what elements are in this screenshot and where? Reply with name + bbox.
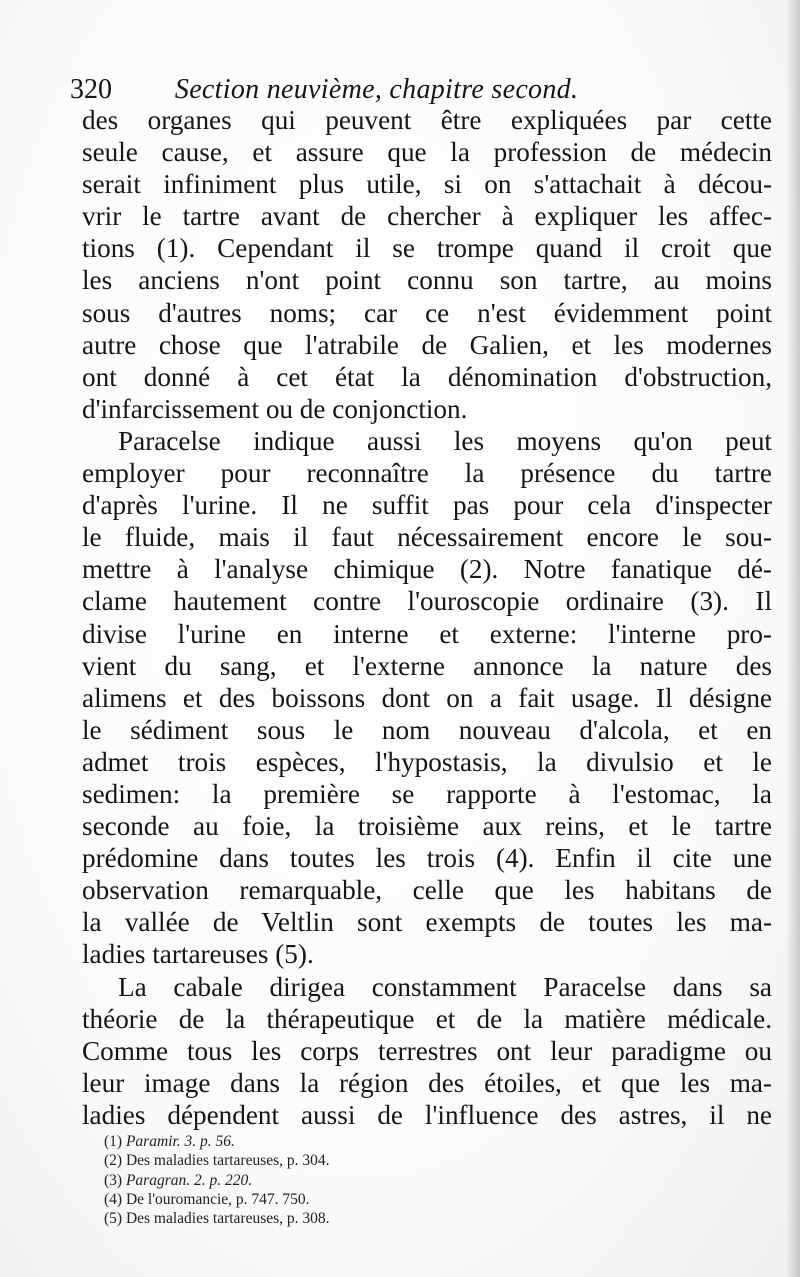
text-line: sedimen: la première se rapporte à l'estomac, la xyxy=(82,778,772,809)
text-line: ladies dépendent aussi de l'influence des astres, il ne xyxy=(82,1099,772,1130)
footnote-text: Des maladies tartareuses, p. 304. xyxy=(125,1152,330,1170)
text-line: d'après l'urine. Il ne suffit pas pour cela d'inspecter xyxy=(82,490,772,521)
footnote xyxy=(104,1171,554,1190)
page-header xyxy=(70,72,760,106)
footnote-text: Paragran. 2. p. 220. xyxy=(125,1171,253,1189)
body-text xyxy=(82,104,772,1131)
text-line: employer pour reconnaître la présence du tartre xyxy=(82,458,772,489)
text-line: le sédiment sous le nom nouveau d'alcola, et en xyxy=(82,714,772,745)
running-title: Section neuvième, chapitre second. xyxy=(174,74,579,105)
text-line: tions (1). Cependant il se trompe quand il croit que xyxy=(82,233,772,264)
footnote xyxy=(104,1151,554,1170)
footnote-marker: (2) xyxy=(104,1152,123,1170)
text-line: serait infiniment plus utile, si on s'attachait à décou- xyxy=(82,169,772,200)
paragraph-first-line: Paracelse indique aussi les moyens qu'on peut xyxy=(118,425,772,456)
text-line: vient du sang, et l'externe annonce la nature des xyxy=(82,650,772,681)
text-line: mettre à l'analyse chimique (2). Notre fanatique dé- xyxy=(82,554,772,585)
footnote xyxy=(104,1209,554,1228)
footnote xyxy=(104,1132,554,1151)
text-line: vrir le tartre avant de chercher à expliquer les affec- xyxy=(82,201,772,232)
footnote-marker: (5) xyxy=(104,1210,123,1228)
text-line: alimens et des boissons dont on a fait usage. Il désigne xyxy=(82,682,772,713)
footnote-text: Des maladies tartareuses, p. 308. xyxy=(125,1210,330,1228)
text-line: le fluide, mais il faut nécessairement encore le sou- xyxy=(82,522,772,553)
text-line: seconde au foie, la troisième aux reins, et le tartre xyxy=(82,811,772,842)
text-line: divise l'urine en interne et externe: l'interne pro- xyxy=(82,618,772,649)
text-line: clame hautement contre l'ouroscopie ordinaire (3). Il xyxy=(82,586,772,617)
text-line: sous d'autres noms; car ce n'est évidemment point xyxy=(82,297,772,328)
paragraph-end-line: ladies tartareuses (5). xyxy=(82,939,314,970)
paragraph-first-line: La cabale dirigea constamment Paracelse dans sa xyxy=(118,971,772,1002)
paragraph-end-line: d'infarcissement ou de conjonction. xyxy=(82,393,468,424)
text-line: des organes qui peuvent être expliquées par cette xyxy=(82,105,772,135)
text-line: les anciens n'ont point connu son tartre, au moins xyxy=(82,265,772,296)
footnote-marker: (1) xyxy=(104,1133,123,1150)
text-line: autre chose que l'atrabile de Galien, et les modernes xyxy=(82,329,772,360)
text-line: théorie de la thérapeutique et de la matière médicale. xyxy=(82,1003,772,1034)
footnote-marker: (4) xyxy=(104,1190,123,1208)
page-number: 320 xyxy=(70,74,112,105)
text-line: prédomine dans toutes les trois (4). Enfin il cite une xyxy=(82,843,772,874)
footnote-text: De l'ouromancie, p. 747. 750. xyxy=(125,1190,310,1208)
text-line: admet trois espèces, l'hypostasis, la divulsio et le xyxy=(82,746,772,777)
text-line: ont donné à cet état la dénomination d'obstruction, xyxy=(82,361,772,392)
footnote xyxy=(104,1190,554,1209)
footnote-marker: (3) xyxy=(104,1171,123,1189)
text-line: leur image dans la région des étoiles, et que les ma- xyxy=(82,1067,772,1098)
page-gutter-shadow xyxy=(786,0,800,1277)
text-line: la vallée de Veltlin sont exempts de toutes les ma- xyxy=(82,907,772,938)
text-line: seule cause, et assure que la profession de médecin xyxy=(82,137,772,168)
text-line: Comme tous les corps terrestres ont leur paradigme ou xyxy=(82,1035,772,1066)
text-line: observation remarquable, celle que les habitans de xyxy=(82,875,772,906)
footnotes xyxy=(104,1132,554,1228)
footnote-text: Paramir. 3. p. 56. xyxy=(125,1133,235,1150)
